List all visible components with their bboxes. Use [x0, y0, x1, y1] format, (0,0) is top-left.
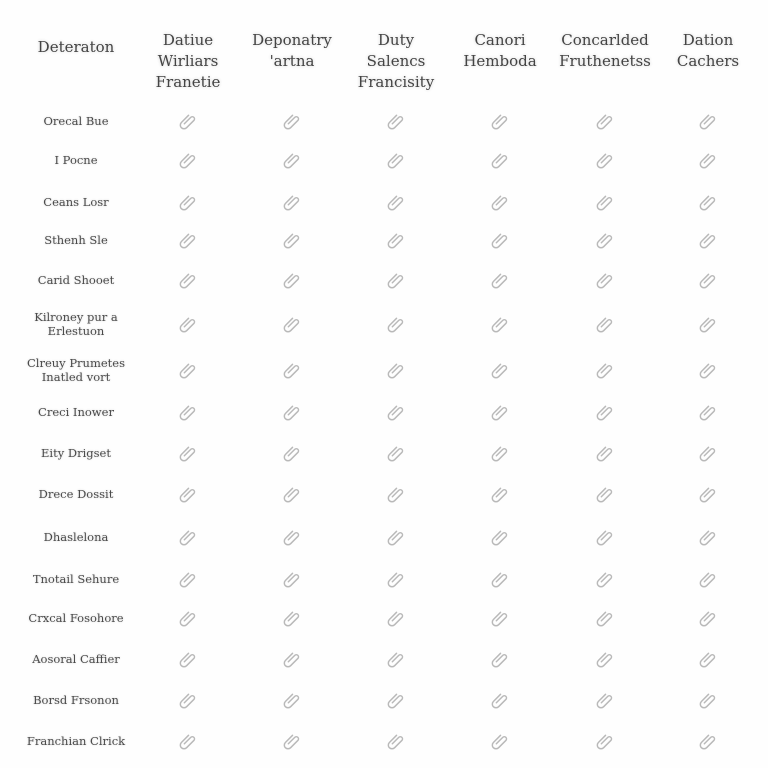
paperclip-icon: [177, 483, 199, 505]
paperclip-icon: [594, 269, 616, 291]
paperclip-icon: [489, 269, 511, 291]
paperclip-icon: [385, 191, 407, 213]
table-row: [0, 517, 768, 557]
attach-cell-button[interactable]: [488, 268, 512, 292]
paperclip-icon: [281, 401, 303, 423]
row-label: Franchian Clrick: [26, 734, 126, 748]
corner-header: Deteraton: [37, 38, 115, 56]
attach-cell-button[interactable]: [384, 606, 408, 630]
attach-cell-button[interactable]: [593, 312, 617, 336]
attach-cell-button[interactable]: [696, 647, 720, 671]
attach-cell-button[interactable]: [176, 688, 200, 712]
table-row: [0, 392, 768, 432]
column-header-4: Canori Hemboda: [463, 31, 537, 70]
attach-cell-button[interactable]: [384, 729, 408, 753]
table-row: [0, 140, 768, 180]
paperclip-icon: [697, 442, 719, 464]
attach-cell-button[interactable]: [593, 190, 617, 214]
paperclip-icon: [385, 442, 407, 464]
paperclip-icon: [697, 359, 719, 381]
paperclip-icon: [385, 229, 407, 251]
attach-cell-button[interactable]: [176, 729, 200, 753]
attach-cell-button[interactable]: [384, 400, 408, 424]
paperclip-icon: [385, 526, 407, 548]
row-label: Dhaslelona: [43, 530, 109, 544]
attach-cell-button[interactable]: [176, 441, 200, 465]
attach-cell-button[interactable]: [488, 312, 512, 336]
paperclip-icon: [697, 110, 719, 132]
attach-cell-button[interactable]: [176, 358, 200, 382]
paperclip-icon: [489, 730, 511, 752]
attach-cell-button[interactable]: [280, 358, 304, 382]
attach-cell-button[interactable]: [593, 109, 617, 133]
attach-cell-button[interactable]: [384, 358, 408, 382]
table-row: [0, 721, 768, 761]
paperclip-icon: [177, 442, 199, 464]
paperclip-icon: [594, 359, 616, 381]
row-label: Creci Inower: [38, 405, 114, 419]
attach-cell-button[interactable]: [696, 228, 720, 252]
paperclip-icon: [281, 568, 303, 590]
table-row: [0, 559, 768, 599]
paperclip-icon: [697, 313, 719, 335]
table-row: [0, 182, 768, 222]
paperclip-icon: [177, 269, 199, 291]
attach-cell-button[interactable]: [696, 268, 720, 292]
attach-cell-button[interactable]: [384, 268, 408, 292]
attach-cell-button[interactable]: [488, 567, 512, 591]
row-label: Borsd Frsonon: [33, 693, 119, 707]
attach-cell-button[interactable]: [176, 647, 200, 671]
row-label: Orecal Bue: [43, 114, 109, 128]
paperclip-icon: [594, 110, 616, 132]
paperclip-icon: [697, 730, 719, 752]
paperclip-icon: [385, 359, 407, 381]
paperclip-icon: [177, 229, 199, 251]
attach-cell-button[interactable]: [176, 268, 200, 292]
paperclip-icon: [177, 568, 199, 590]
paperclip-icon: [489, 568, 511, 590]
paperclip-icon: [385, 313, 407, 335]
attach-cell-button[interactable]: [280, 148, 304, 172]
row-label: Clreuy Prumetes Inatled vort: [26, 356, 126, 384]
paperclip-icon: [594, 568, 616, 590]
table-row: [0, 101, 768, 141]
paperclip-icon: [697, 648, 719, 670]
attach-cell-button[interactable]: [593, 228, 617, 252]
paperclip-icon: [594, 313, 616, 335]
paperclip-icon: [177, 359, 199, 381]
column-header-3: Duty Salencs Francisity: [357, 31, 435, 91]
paperclip-icon: [385, 568, 407, 590]
row-label: Eity Drigset: [41, 446, 111, 460]
row-label: Aosoral Caffier: [32, 652, 120, 666]
attach-cell-button[interactable]: [488, 441, 512, 465]
attach-cell-button[interactable]: [696, 312, 720, 336]
paperclip-icon: [594, 648, 616, 670]
attach-cell-button[interactable]: [488, 190, 512, 214]
attach-cell-button[interactable]: [176, 190, 200, 214]
attach-cell-button[interactable]: [696, 400, 720, 424]
paperclip-icon: [489, 442, 511, 464]
attach-cell-button[interactable]: [696, 482, 720, 506]
paperclip-icon: [385, 607, 407, 629]
paperclip-icon: [489, 648, 511, 670]
attach-cell-button[interactable]: [593, 688, 617, 712]
paperclip-icon: [281, 149, 303, 171]
paperclip-icon: [281, 269, 303, 291]
column-header-1: Datiue Wirliars Franetie: [155, 31, 221, 91]
attach-cell-button[interactable]: [280, 567, 304, 591]
attach-cell-button[interactable]: [593, 525, 617, 549]
attach-cell-button[interactable]: [176, 567, 200, 591]
paperclip-icon: [489, 191, 511, 213]
attach-cell-button[interactable]: [593, 358, 617, 382]
paperclip-icon: [489, 110, 511, 132]
paperclip-icon: [177, 607, 199, 629]
attach-cell-button[interactable]: [488, 729, 512, 753]
table-row: [0, 350, 768, 390]
paperclip-icon: [594, 191, 616, 213]
paperclip-icon: [281, 730, 303, 752]
attach-cell-button[interactable]: [488, 358, 512, 382]
paperclip-icon: [697, 607, 719, 629]
attach-cell-button[interactable]: [280, 312, 304, 336]
paperclip-icon: [489, 313, 511, 335]
attach-cell-button[interactable]: [280, 729, 304, 753]
paperclip-icon: [281, 191, 303, 213]
row-label: I Pocne: [54, 153, 98, 167]
paperclip-icon: [489, 607, 511, 629]
table-row: [0, 304, 768, 344]
row-label: Sthenh Sle: [44, 233, 108, 247]
paperclip-icon: [594, 483, 616, 505]
paperclip-icon: [697, 149, 719, 171]
attach-cell-button[interactable]: [280, 482, 304, 506]
attach-cell-button[interactable]: [384, 567, 408, 591]
row-label: Ceans Losr: [43, 195, 109, 209]
column-header-6: Dation Cachers: [676, 31, 740, 70]
paperclip-icon: [489, 229, 511, 251]
attach-cell-button[interactable]: [696, 441, 720, 465]
paperclip-icon: [594, 442, 616, 464]
attach-cell-button[interactable]: [280, 441, 304, 465]
paperclip-icon: [697, 689, 719, 711]
attach-cell-button[interactable]: [593, 441, 617, 465]
paperclip-icon: [385, 483, 407, 505]
paperclip-icon: [177, 689, 199, 711]
table-row: [0, 220, 768, 260]
paperclip-icon: [489, 483, 511, 505]
attach-cell-button[interactable]: [176, 312, 200, 336]
attach-cell-button[interactable]: [593, 606, 617, 630]
paperclip-icon: [594, 526, 616, 548]
attach-cell-button[interactable]: [488, 228, 512, 252]
attach-cell-button[interactable]: [176, 228, 200, 252]
attach-cell-button[interactable]: [593, 400, 617, 424]
attach-cell-button[interactable]: [176, 109, 200, 133]
paperclip-icon: [385, 110, 407, 132]
paperclip-icon: [697, 229, 719, 251]
paperclip-icon: [697, 526, 719, 548]
attach-cell-button[interactable]: [488, 482, 512, 506]
attach-cell-button[interactable]: [696, 606, 720, 630]
attach-cell-button[interactable]: [488, 606, 512, 630]
paperclip-icon: [385, 730, 407, 752]
paperclip-icon: [594, 730, 616, 752]
attach-cell-button[interactable]: [176, 400, 200, 424]
paperclip-icon: [281, 359, 303, 381]
paperclip-icon: [385, 648, 407, 670]
paperclip-icon: [385, 689, 407, 711]
attach-cell-button[interactable]: [280, 228, 304, 252]
paperclip-icon: [594, 689, 616, 711]
attach-cell-button[interactable]: [384, 228, 408, 252]
paperclip-icon: [697, 401, 719, 423]
attach-cell-button[interactable]: [593, 729, 617, 753]
attach-cell-button[interactable]: [280, 647, 304, 671]
attach-cell-button[interactable]: [384, 190, 408, 214]
attach-cell-button[interactable]: [280, 190, 304, 214]
attach-cell-button[interactable]: [384, 148, 408, 172]
attach-cell-button[interactable]: [280, 268, 304, 292]
attach-cell-button[interactable]: [593, 148, 617, 172]
paperclip-icon: [281, 442, 303, 464]
attach-cell-button[interactable]: [696, 358, 720, 382]
table-row: [0, 474, 768, 514]
attach-cell-button[interactable]: [696, 567, 720, 591]
paperclip-icon: [281, 483, 303, 505]
paperclip-icon: [697, 483, 719, 505]
paperclip-icon: [489, 401, 511, 423]
attach-cell-button[interactable]: [696, 109, 720, 133]
attach-cell-button[interactable]: [176, 148, 200, 172]
attach-cell-button[interactable]: [384, 482, 408, 506]
paperclip-icon: [281, 689, 303, 711]
paperclip-icon: [281, 526, 303, 548]
attach-cell-button[interactable]: [384, 647, 408, 671]
attach-cell-button[interactable]: [593, 268, 617, 292]
paperclip-icon: [594, 229, 616, 251]
paperclip-icon: [385, 269, 407, 291]
attach-cell-button[interactable]: [384, 312, 408, 336]
header-row: [0, 0, 768, 100]
attach-cell-button[interactable]: [176, 606, 200, 630]
attach-cell-button[interactable]: [384, 109, 408, 133]
paperclip-icon: [177, 313, 199, 335]
paperclip-icon: [594, 401, 616, 423]
paperclip-icon: [177, 191, 199, 213]
attach-cell-button[interactable]: [176, 482, 200, 506]
paperclip-icon: [385, 401, 407, 423]
attach-cell-button[interactable]: [280, 525, 304, 549]
column-header-2: Deponatry 'artna: [252, 31, 332, 70]
paperclip-icon: [697, 269, 719, 291]
paperclip-icon: [177, 149, 199, 171]
attach-cell-button[interactable]: [696, 525, 720, 549]
row-label: Kilroney pur a Erlestuon: [34, 310, 118, 338]
paperclip-icon: [594, 149, 616, 171]
attach-cell-button[interactable]: [488, 109, 512, 133]
paperclip-icon: [489, 526, 511, 548]
row-label: Carid Shooet: [37, 273, 115, 287]
attach-cell-button[interactable]: [593, 567, 617, 591]
paperclip-icon: [177, 526, 199, 548]
attach-cell-button[interactable]: [488, 688, 512, 712]
attach-cell-button[interactable]: [488, 525, 512, 549]
paperclip-icon: [177, 648, 199, 670]
attach-cell-button[interactable]: [280, 606, 304, 630]
attach-cell-button[interactable]: [696, 190, 720, 214]
paperclip-icon: [281, 229, 303, 251]
attach-cell-button[interactable]: [593, 482, 617, 506]
attach-cell-button[interactable]: [488, 148, 512, 172]
attach-cell-button[interactable]: [280, 688, 304, 712]
table-row: [0, 260, 768, 300]
paperclip-icon: [489, 359, 511, 381]
attach-cell-button[interactable]: [696, 688, 720, 712]
paperclip-icon: [177, 730, 199, 752]
paperclip-icon: [281, 648, 303, 670]
paperclip-icon: [281, 110, 303, 132]
column-header-5: Concarlded Fruthenetss: [559, 31, 651, 70]
attach-cell-button[interactable]: [280, 400, 304, 424]
attach-cell-button[interactable]: [488, 647, 512, 671]
attach-cell-button[interactable]: [384, 688, 408, 712]
row-label: Drece Dossit: [38, 487, 114, 501]
paperclip-icon: [177, 401, 199, 423]
table-row: [0, 680, 768, 720]
attach-cell-button[interactable]: [280, 109, 304, 133]
table-row: [0, 598, 768, 638]
row-label: Tnotail Sehure: [32, 572, 120, 586]
paperclip-icon: [697, 191, 719, 213]
attach-cell-button[interactable]: [696, 148, 720, 172]
paperclip-icon: [385, 149, 407, 171]
paperclip-icon: [697, 568, 719, 590]
paperclip-icon: [281, 313, 303, 335]
attach-cell-button[interactable]: [696, 729, 720, 753]
table-row: [0, 433, 768, 473]
row-label: Crxcal Fosohore: [28, 611, 124, 625]
paperclip-icon: [489, 149, 511, 171]
attach-cell-button[interactable]: [176, 525, 200, 549]
attach-cell-button[interactable]: [488, 400, 512, 424]
paperclip-icon: [594, 607, 616, 629]
attach-cell-button[interactable]: [593, 647, 617, 671]
attach-cell-button[interactable]: [384, 441, 408, 465]
paperclip-icon: [177, 110, 199, 132]
paperclip-icon: [281, 607, 303, 629]
table-row: [0, 639, 768, 679]
attach-cell-button[interactable]: [384, 525, 408, 549]
paperclip-icon: [489, 689, 511, 711]
